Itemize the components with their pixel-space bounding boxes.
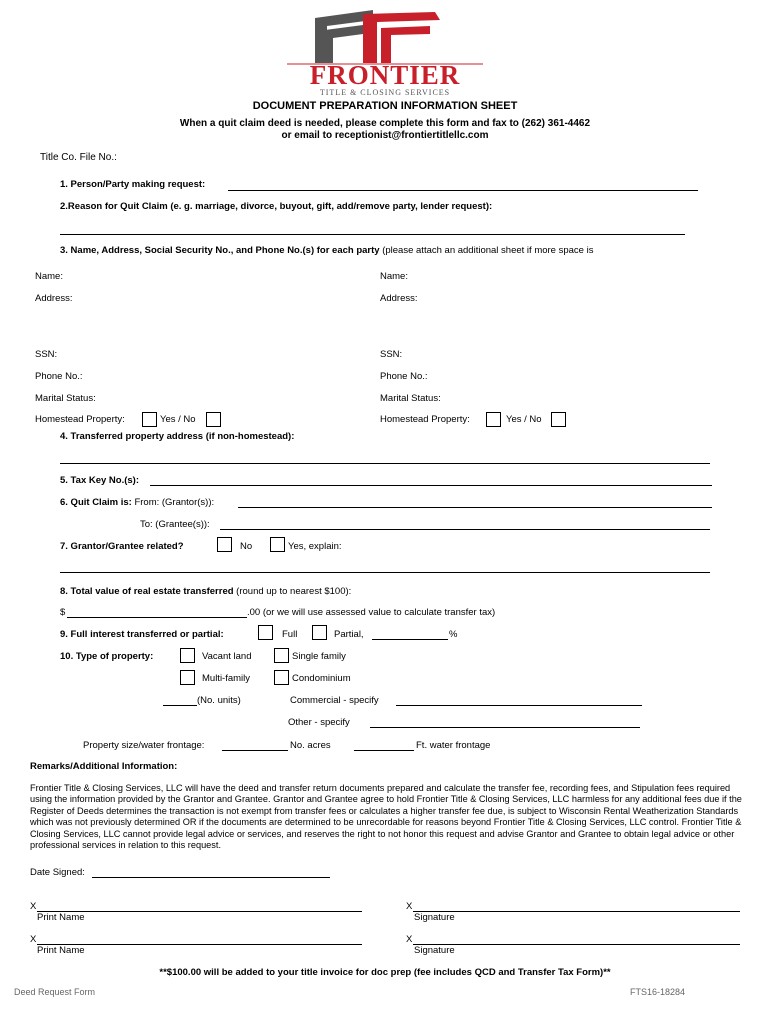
q2-field[interactable]	[60, 234, 685, 235]
q2-label: 2.Reason for Quit Claim (e. g. marriage, divorce, buyout, gift, add/remove party, lender request):	[60, 201, 493, 212]
q10-condo-label: Condominium	[292, 673, 351, 684]
q6-to-label: To: (Grantee(s)):	[140, 519, 210, 530]
q10-single-checkbox[interactable]	[274, 648, 289, 663]
q6-label: 6. Quit Claim is: From: (Grantor(s)):	[60, 497, 215, 508]
q9-percent-field[interactable]	[372, 639, 448, 640]
q10-vacant-checkbox[interactable]	[180, 648, 195, 663]
signature-label-2: Signature	[414, 945, 455, 956]
print-name-field-1[interactable]	[37, 911, 362, 912]
party1-yes-no-label: Yes / No	[160, 414, 196, 425]
party1-phone-label: Phone No.:	[35, 371, 83, 382]
q8-cents-note: .00 (or we will use assessed value to calculate transfer tax)	[247, 607, 496, 618]
q8-label: 8. Total value of real estate transferred (round up to nearest $100):	[60, 586, 352, 597]
sign-x-1: X	[30, 901, 37, 912]
q8-amount-field[interactable]	[67, 617, 247, 618]
q10-condo-checkbox[interactable]	[274, 670, 289, 685]
instructions-line-2: or email to receptionist@frontiertitlellc.com	[281, 130, 489, 141]
q10-size-field[interactable]	[222, 750, 288, 751]
q9-full-checkbox[interactable]	[258, 625, 273, 640]
q7-explain-field[interactable]	[60, 572, 710, 573]
party2-homestead-yes-checkbox[interactable]	[486, 412, 501, 427]
signature-field-1[interactable]	[413, 911, 740, 912]
signature-field-2[interactable]	[413, 944, 740, 945]
document-title: DOCUMENT PREPARATION INFORMATION SHEET	[252, 100, 518, 112]
party2-name-label: Name:	[380, 271, 408, 282]
q10-other-label: Other - specify	[288, 717, 350, 728]
logo-subtitle: TITLE & CLOSING SERVICES	[319, 88, 451, 97]
sign-x-3: X	[30, 934, 37, 945]
q10-size-label: Property size/water frontage:	[83, 740, 205, 751]
party1-homestead-label: Homestead Property:	[35, 414, 125, 425]
logo-name: FRONTIER	[309, 60, 461, 90]
fee-note: **$100.00 will be added to your title invoice for doc prep (fee includes QCD and Transfer Tax Form)**	[159, 967, 611, 978]
party2-address-label: Address:	[380, 293, 418, 304]
footer-form-code: FTS16-18284	[630, 987, 686, 997]
q6-grantor-field[interactable]	[238, 507, 712, 508]
q6-grantee-field[interactable]	[220, 529, 710, 530]
party1-marital-label: Marital Status:	[35, 393, 96, 404]
instructions-line-1: When a quit claim deed is needed, please complete this form and fax to (262) 361-4462	[179, 118, 591, 129]
q5-label: 5. Tax Key No.(s):	[60, 475, 140, 486]
q9-partial-label: Partial,	[334, 629, 364, 640]
party1-name-label: Name:	[35, 271, 63, 282]
q10-other-field[interactable]	[370, 727, 640, 728]
q10-vacant-label: Vacant land	[202, 651, 252, 662]
q4-label: 4. Transferred property address (if non-homestead):	[60, 431, 295, 442]
party1-ssn-label: SSN:	[35, 349, 58, 360]
q4-field[interactable]	[60, 463, 710, 464]
date-signed-field[interactable]	[92, 877, 330, 878]
print-name-label-2: Print Name	[37, 945, 85, 956]
date-signed-label: Date Signed:	[30, 867, 85, 878]
party1-homestead-yes-checkbox[interactable]	[142, 412, 157, 427]
party2-phone-label: Phone No.:	[380, 371, 428, 382]
q9-label: 9. Full interest transferred or partial:	[60, 629, 224, 640]
q9-partial-checkbox[interactable]	[312, 625, 327, 640]
footer-form-name: Deed Request Form	[14, 987, 96, 997]
q10-commercial-label: Commercial - specify	[290, 695, 379, 706]
q7-yes-checkbox[interactable]	[270, 537, 285, 552]
q9-full-label: Full	[282, 629, 298, 640]
remarks-label: Remarks/Additional Information:	[30, 761, 178, 772]
q10-multi-label: Multi-family	[202, 673, 251, 684]
file-number-label: Title Co. File No.:	[40, 152, 117, 163]
sign-x-4: X	[406, 934, 413, 945]
print-name-field-2[interactable]	[37, 944, 362, 945]
party1-homestead-no-checkbox[interactable]	[206, 412, 221, 427]
q10-acres-label: No. acres	[290, 740, 331, 751]
q7-no-label: No	[240, 541, 253, 552]
signature-label-1: Signature	[414, 912, 455, 923]
print-name-label-1: Print Name	[37, 912, 85, 923]
party2-homestead-no-checkbox[interactable]	[551, 412, 566, 427]
q1-field[interactable]	[228, 190, 698, 191]
q10-frontage-field[interactable]	[354, 750, 414, 751]
party2-marital-label: Marital Status:	[380, 393, 441, 404]
frontier-logo	[285, 8, 485, 96]
q10-frontage-label: Ft. water frontage	[416, 740, 491, 751]
q10-multi-checkbox[interactable]	[180, 670, 195, 685]
q10-units-label: (No. units)	[197, 695, 241, 706]
q10-units-field[interactable]	[163, 705, 197, 706]
q9-percent-sign: %	[449, 629, 458, 640]
q10-commercial-field[interactable]	[396, 705, 642, 706]
q10-single-label: Single family	[292, 651, 346, 662]
party2-yes-no-label: Yes / No	[506, 414, 542, 425]
party2-homestead-label: Homestead Property:	[380, 414, 470, 425]
terms-paragraph: Frontier Title & Closing Services, LLC will have the deed and transfer return documents prepared and calculate the transfer fee, recording fees, and Stipulation fees required using the information provided by the Grantor and Grantee. Grantor and Grantee agree to hold Frontier Title & Closing Services, LLC harmless for any additional fees due if the Register of Deeds determines the transaction is not exempt from transfer fees or calculates a higher transfer fee due, is subject to Wisconsin Rental Weatherization Standards which was not previously determined OR if the documents are determined to be unrecordable for reasons beyond Frontier Title & Closing Services, LLC control. Frontier Title & Closing Services, LLC cannot provide legal advice or services, and reserves the right to not honor this request and advise Grantor and Grantee to obtain legal advice or other professional services in relation to this request.	[30, 783, 742, 851]
q8-dollar-sign: $	[60, 607, 66, 618]
party1-address-label: Address:	[35, 293, 73, 304]
q5-field[interactable]	[150, 485, 712, 486]
q7-no-checkbox[interactable]	[217, 537, 232, 552]
sign-x-2: X	[406, 901, 413, 912]
q3-label: 3. Name, Address, Social Security No., and Phone No.(s) for each party (please attach an additional sheet if more space is	[60, 245, 594, 256]
q7-label: 7. Grantor/Grantee related?	[60, 541, 184, 552]
q7-yes-label: Yes, explain:	[288, 541, 342, 552]
q10-label: 10. Type of property:	[60, 651, 154, 662]
party2-ssn-label: SSN:	[380, 349, 403, 360]
q1-label: 1. Person/Party making request:	[60, 179, 206, 190]
